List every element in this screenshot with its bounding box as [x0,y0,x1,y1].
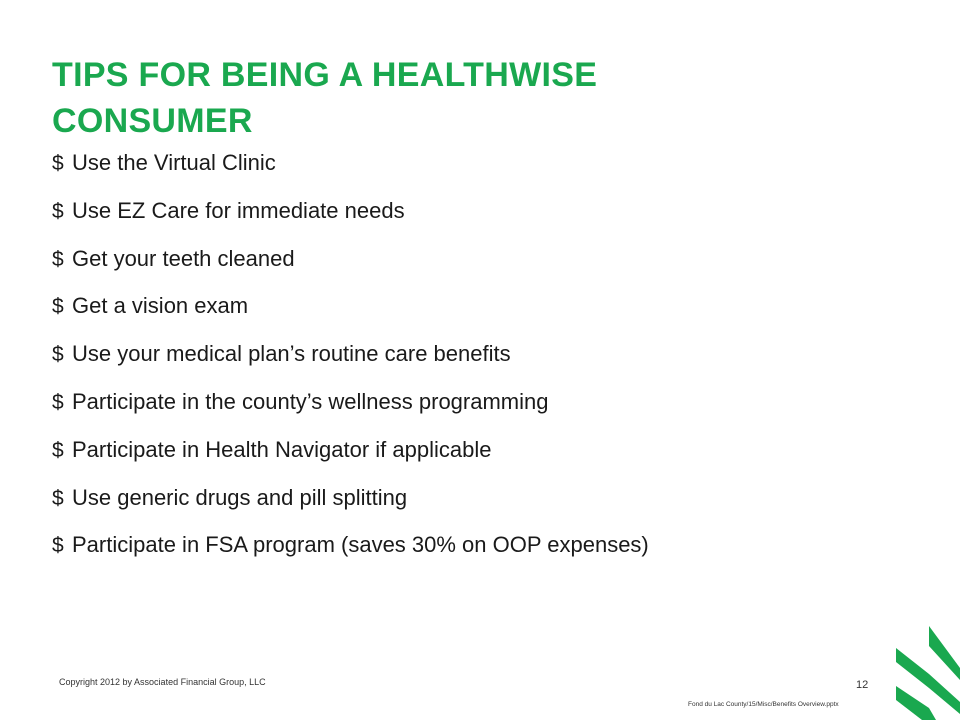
slide-title: TIPS FOR BEING A HEALTHWISE CONSUMER [52,56,598,140]
list-item [52,293,649,341]
list-item-text: Participate in the county’s wellness programming [72,388,549,414]
list-item-text: Use generic drugs and pill splitting [72,484,408,510]
dollar-bullet-icon: $ [52,343,64,367]
list-item-text: Participate in FSA program (saves 30% on OOP expenses) [72,532,649,558]
dollar-bullet-icon: $ [52,438,64,462]
list-item-text: Use EZ Care for immediate needs [72,197,405,223]
list-item-text: Use the Virtual Clinic [72,150,276,175]
list-item-text: Use your medical plan’s routine care benefits [72,341,511,367]
dollar-bullet-icon: $ [52,199,64,223]
dollar-bullet-icon: $ [52,295,64,319]
list-item [52,437,649,485]
list-item [52,389,649,437]
list-item [52,532,649,580]
list-item [52,198,649,246]
list-item-text: Get your teeth cleaned [72,245,295,271]
green-chevron-tree-logo-icon [896,622,960,720]
copyright-text: Copyright 2012 by Associated Financial Group, LLC [59,677,266,687]
list-item-text: Get a vision exam [72,293,249,319]
list-item [52,485,649,533]
dollar-bullet-icon: $ [52,486,64,510]
list-item [52,150,649,198]
dollar-bullet-icon: $ [52,390,64,414]
logo-chevron-bottom [896,686,936,720]
dollar-bullet-icon: $ [52,152,64,175]
logo-chevron-top [929,626,960,680]
page-number: 12 [856,679,869,691]
list-item-text: Participate in Health Navigator if applicable [72,436,492,462]
dollar-bullet-icon: $ [52,534,64,558]
bullet-list [52,150,649,580]
dollar-bullet-icon: $ [52,247,64,271]
file-path-text: Fond du Lac County/15/Misc/Benefits Overview.pptx [688,701,839,708]
list-item [52,341,649,389]
list-item [52,246,649,294]
